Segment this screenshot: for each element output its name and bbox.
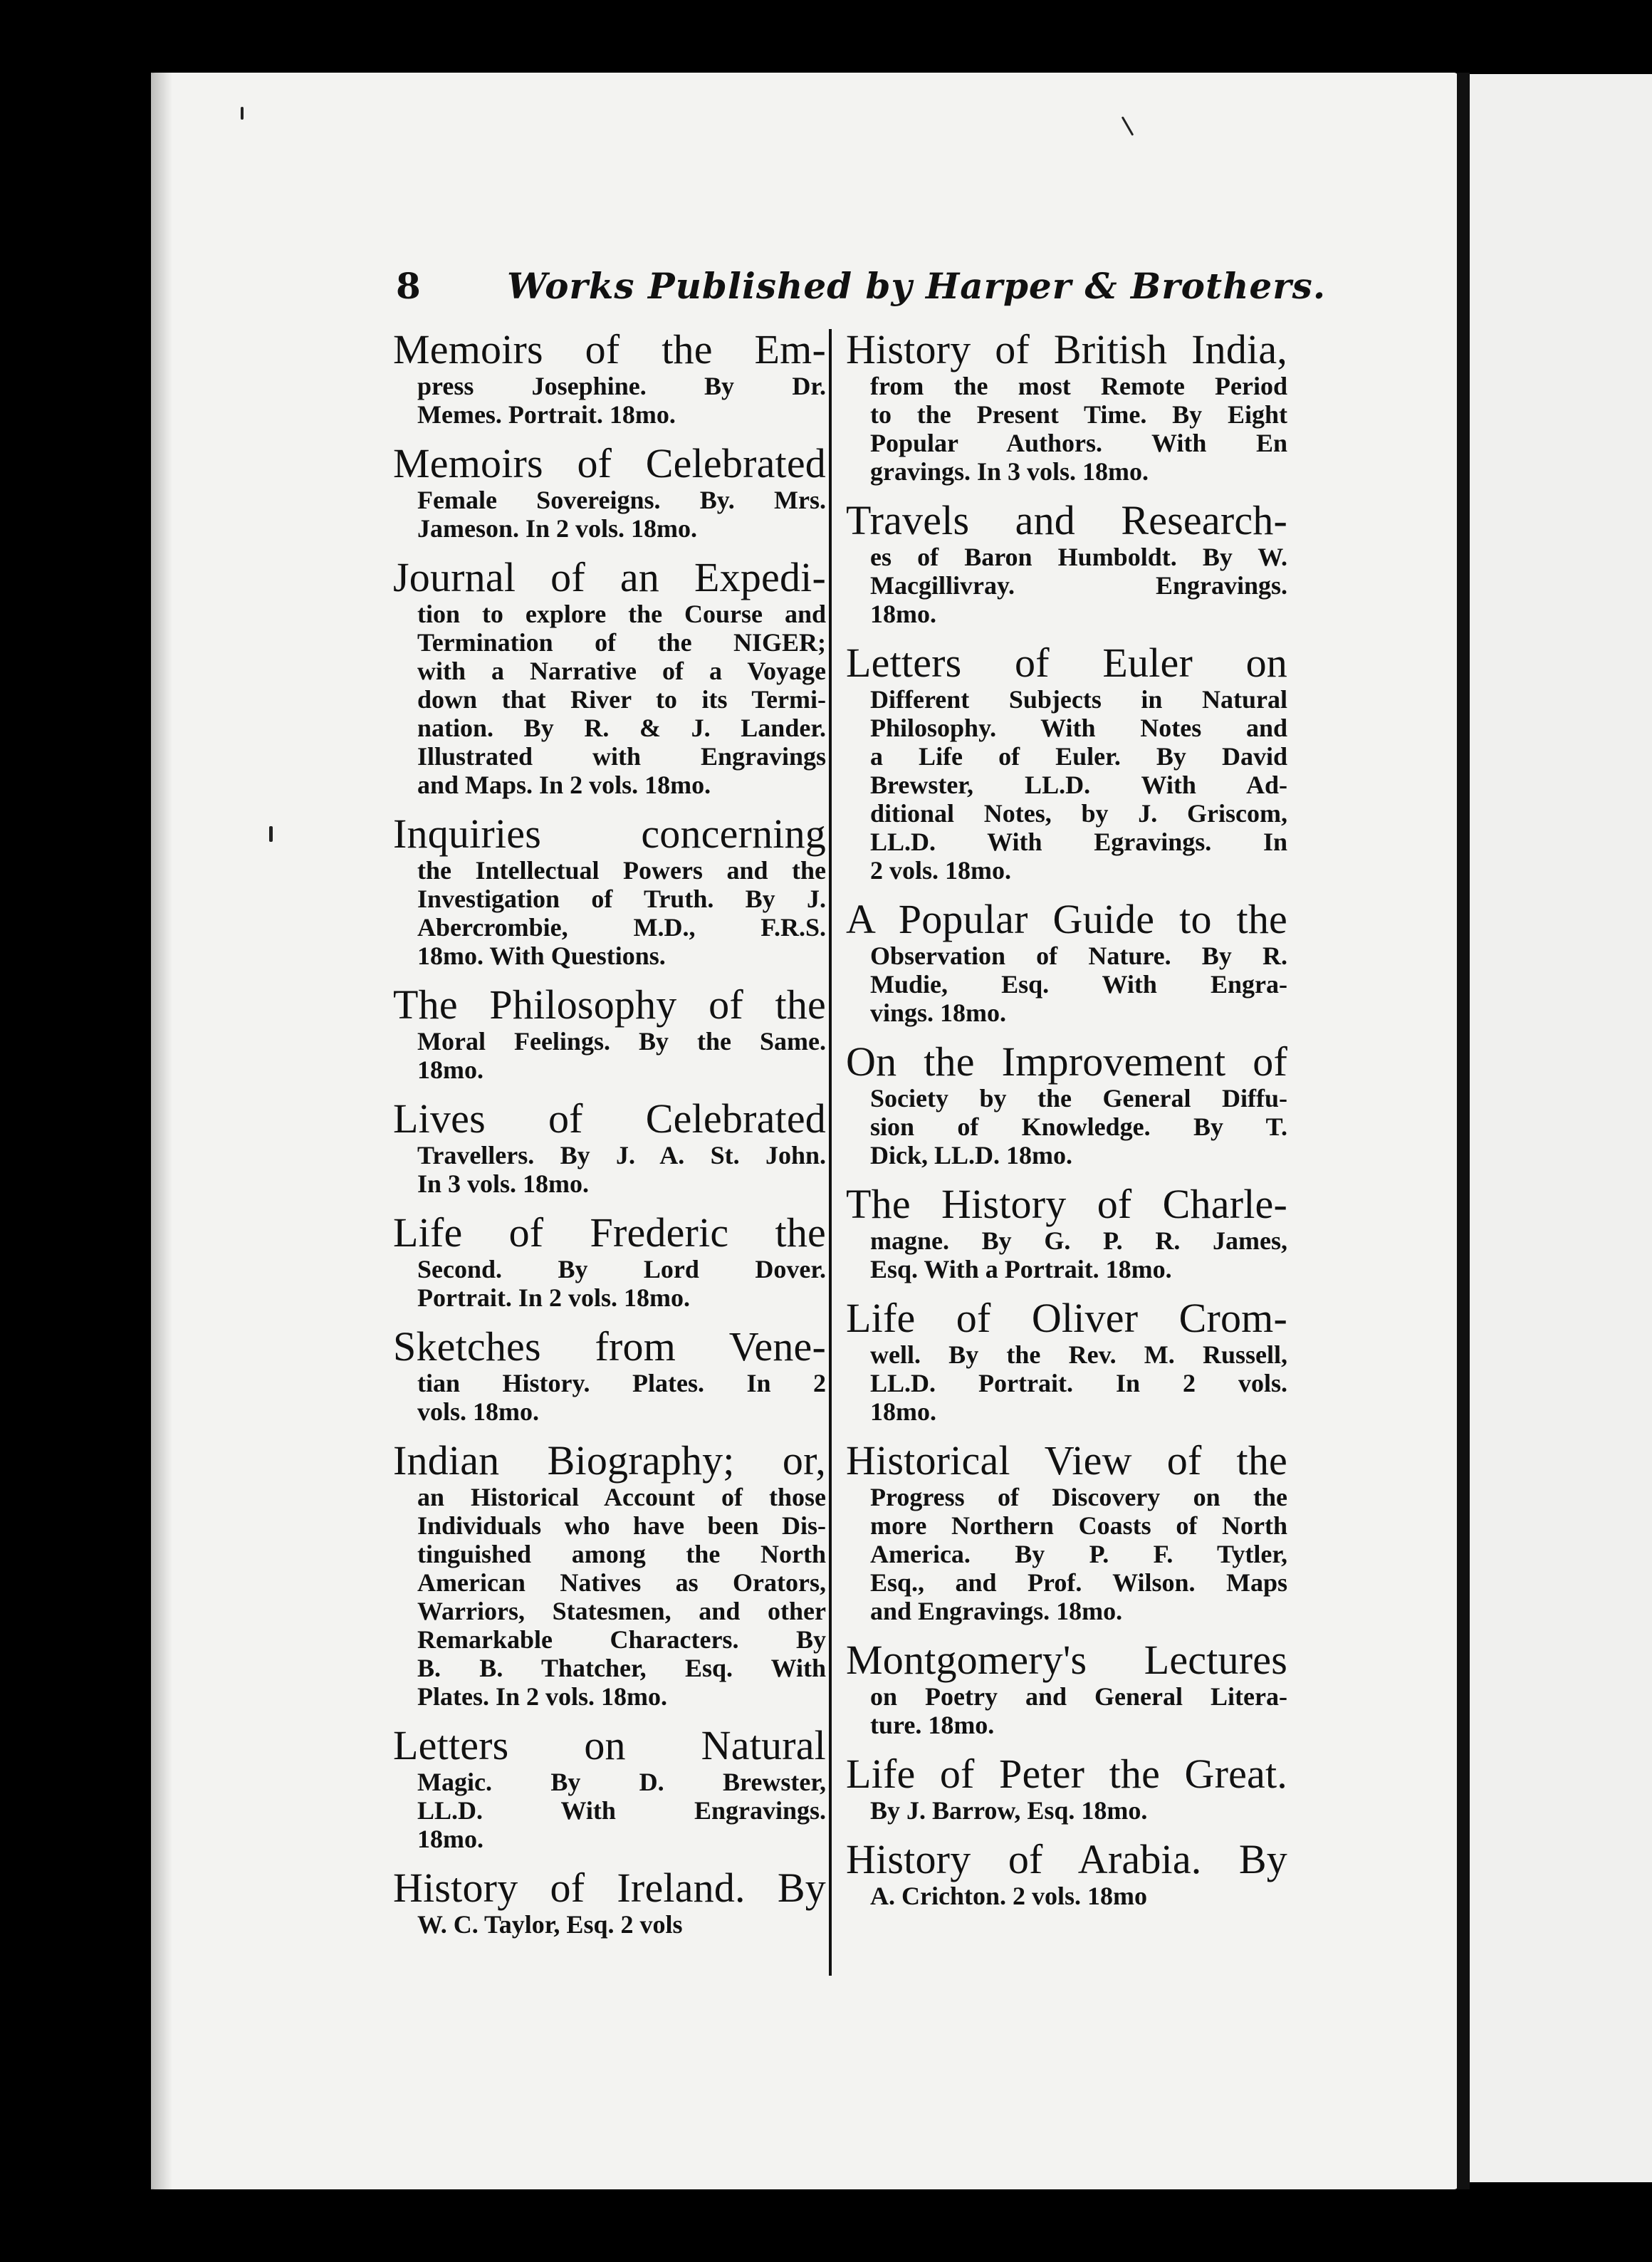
book-entry <box>846 499 1287 628</box>
book-description <box>846 543 1287 628</box>
book-entry <box>393 1097 826 1198</box>
description-line: tion to explore the Course and <box>417 600 826 628</box>
book-entry <box>393 442 826 543</box>
description-line: an Historical Account of those <box>417 1483 826 1511</box>
book-entry <box>393 556 826 799</box>
book-title: History of Ireland. By <box>393 1865 826 1911</box>
description-line: Moral Feelings. By the Same. <box>417 1027 826 1056</box>
book-title: Memoirs of Celebrated <box>393 440 826 486</box>
book-title: Life of Peter the Great. <box>846 1751 1287 1797</box>
description-line: Individuals who have been Dis- <box>417 1511 826 1540</box>
description-line: the Intellectual Powers and the <box>417 856 826 885</box>
scan-speck <box>269 826 273 842</box>
book-description <box>393 1141 826 1198</box>
book-entry <box>846 1296 1287 1426</box>
book-description <box>846 1483 1287 1625</box>
description-line: 18mo. <box>870 1397 936 1426</box>
book-title: Letters of Euler on <box>846 640 1287 686</box>
book-description <box>846 1882 1287 1910</box>
description-line: vols. 18mo. <box>417 1397 539 1426</box>
book-title: Life of Oliver Crom- <box>846 1295 1287 1341</box>
page-number: 8 <box>396 265 421 307</box>
book-title: The Philosophy of the <box>393 981 826 1028</box>
book-title: Inquiries concerning <box>393 811 826 857</box>
description-line: Popular Authors. With En <box>870 429 1287 457</box>
description-line: and Engravings. 18mo. <box>870 1597 1123 1625</box>
description-line: Portrait. In 2 vols. 18mo. <box>417 1283 690 1312</box>
book-title: History of British India, <box>846 328 1287 372</box>
book-entry <box>393 812 826 970</box>
column-divider <box>829 329 832 1976</box>
book-description <box>846 685 1287 885</box>
description-line: and Maps. In 2 vols. 18mo. <box>417 771 711 799</box>
book-entry <box>846 1040 1287 1169</box>
book-description <box>393 1255 826 1312</box>
description-line: Macgillivray. Engravings. <box>870 571 1287 600</box>
scan-speck <box>241 107 244 120</box>
description-line: Warriors, Statesmen, and other <box>417 1597 826 1625</box>
description-line: sion of Knowledge. By T. <box>870 1112 1287 1141</box>
description-line: Investigation of Truth. By J. <box>417 885 826 913</box>
description-line: Esq. With a Portrait. 18mo. <box>870 1255 1172 1283</box>
description-line: es of Baron Humboldt. By W. <box>870 543 1287 571</box>
description-line: W. C. Taylor, Esq. 2 vols <box>417 1910 683 1939</box>
book-description <box>846 1226 1287 1283</box>
description-line: Second. By Lord Dover. <box>417 1255 826 1283</box>
description-line: with a Narrative of a Voyage <box>417 657 826 685</box>
book-description <box>393 600 826 799</box>
book-title: Letters on Natural <box>393 1722 826 1768</box>
book-title: History of Arabia. By <box>846 1836 1287 1882</box>
description-line: LL.D. With Egravings. In <box>870 828 1287 856</box>
book-title: Historical View of the <box>846 1437 1287 1484</box>
description-line: down that River to its Termi- <box>417 685 826 714</box>
description-line: ditional Notes, by J. Griscom, <box>870 799 1287 828</box>
description-line: ture. 18mo. <box>870 1711 995 1739</box>
description-line: Observation of Nature. By R. <box>870 942 1287 970</box>
description-line: 18mo. <box>417 1825 483 1853</box>
facing-page-edge <box>1470 74 1652 2182</box>
description-line: 2 vols. 18mo. <box>870 856 1011 885</box>
description-line: on Poetry and General Litera- <box>870 1682 1287 1711</box>
description-line: America. By P. F. Tytler, <box>870 1540 1287 1568</box>
description-line: tinguished among the North <box>417 1540 826 1568</box>
book-title: Indian Biography; or, <box>393 1437 826 1484</box>
book-title: Memoirs of the Em- <box>393 328 826 372</box>
description-line: Different Subjects in Natural <box>870 685 1287 714</box>
description-line: Brewster, LL.D. With Ad- <box>870 771 1287 799</box>
description-line: LL.D. With Engravings. <box>417 1796 826 1825</box>
running-title: Works Published by Harper & Brothers. <box>507 265 1327 307</box>
book-description <box>393 372 826 429</box>
description-line: magne. By G. P. R. James, <box>870 1226 1287 1255</box>
description-line: well. By the Rev. M. Russell, <box>870 1340 1287 1369</box>
description-line: Dick, LL.D. 18mo. <box>870 1141 1073 1169</box>
book-entry <box>846 1838 1287 1910</box>
description-line: 18mo. With Questions. <box>417 942 666 970</box>
book-entry <box>393 983 826 1084</box>
book-description <box>846 942 1287 1027</box>
book-description <box>393 1027 826 1084</box>
description-line: Magic. By D. Brewster, <box>417 1768 826 1796</box>
description-line: A. Crichton. 2 vols. 18mo <box>870 1882 1147 1910</box>
book-title: Life of Frederic the <box>393 1209 826 1256</box>
description-line: Travellers. By J. A. St. John. <box>417 1141 826 1169</box>
description-line: vings. 18mo. <box>870 999 1007 1027</box>
book-entry <box>846 1182 1287 1283</box>
description-line: LL.D. Portrait. In 2 vols. <box>870 1369 1287 1397</box>
book-gutter <box>1457 73 1470 2189</box>
description-line: Mudie, Esq. With Engra- <box>870 970 1287 999</box>
description-line: 18mo. <box>417 1056 483 1084</box>
description-line: Memes. Portrait. 18mo. <box>417 400 676 429</box>
book-title: A Popular Guide to the <box>846 896 1287 942</box>
description-line: Female Sovereigns. By. Mrs. <box>417 486 826 514</box>
page-edge-shadow <box>151 73 172 2189</box>
description-line: In 3 vols. 18mo. <box>417 1169 590 1198</box>
book-description <box>846 1796 1287 1825</box>
book-description <box>846 1340 1287 1426</box>
description-line: Esq., and Prof. Wilson. Maps <box>870 1568 1287 1597</box>
right-column <box>846 328 1287 1980</box>
book-description <box>393 1369 826 1426</box>
book-description <box>393 1483 826 1711</box>
description-line: press Josephine. By Dr. <box>417 372 826 400</box>
book-entry <box>846 1439 1287 1625</box>
book-entry <box>393 1325 826 1426</box>
book-entry <box>846 641 1287 885</box>
description-line: a Life of Euler. By David <box>870 742 1287 771</box>
book-entry <box>393 1866 826 1939</box>
book-description <box>393 856 826 970</box>
book-description <box>393 486 826 543</box>
description-line: tian History. Plates. In 2 <box>417 1369 826 1397</box>
book-description <box>846 1682 1287 1739</box>
description-line: nation. By R. & J. Lander. <box>417 714 826 742</box>
book-entry <box>846 1638 1287 1739</box>
book-title: On the Improvement of <box>846 1038 1287 1085</box>
left-column <box>393 328 826 1980</box>
book-entry <box>846 1752 1287 1825</box>
book-title: Travels and Research- <box>846 497 1287 543</box>
book-entry <box>846 897 1287 1027</box>
book-description <box>846 372 1287 486</box>
description-line: 18mo. <box>870 600 936 628</box>
description-line: Abercrombie, M.D., F.R.S. <box>417 913 826 942</box>
book-title: Journal of an Expedi- <box>393 554 826 600</box>
description-line: Society by the General Diffu- <box>870 1084 1287 1112</box>
book-description <box>393 1910 826 1939</box>
book-title: Sketches from Vene- <box>393 1323 826 1370</box>
description-line: Philosophy. With Notes and <box>870 714 1287 742</box>
description-line: By J. Barrow, Esq. 18mo. <box>870 1796 1148 1825</box>
description-line: Progress of Discovery on the <box>870 1483 1287 1511</box>
description-line: Illustrated with Engravings <box>417 742 826 771</box>
description-line: Plates. In 2 vols. 18mo. <box>417 1682 667 1711</box>
book-description <box>393 1768 826 1853</box>
book-entry <box>393 1211 826 1312</box>
description-line: Termination of the NIGER; <box>417 628 826 657</box>
book-entry <box>393 1724 826 1853</box>
description-line: American Natives as Orators, <box>417 1568 826 1597</box>
description-line: Remarkable Characters. By <box>417 1625 826 1654</box>
book-entry <box>393 1439 826 1711</box>
description-line: gravings. In 3 vols. 18mo. <box>870 457 1149 486</box>
book-title: The History of Charle- <box>846 1181 1287 1227</box>
description-line: to the Present Time. By Eight <box>870 400 1287 429</box>
book-title: Montgomery's Lectures <box>846 1637 1287 1683</box>
book-title: Lives of Celebrated <box>393 1095 826 1142</box>
book-description <box>846 1084 1287 1169</box>
description-line: B. B. Thatcher, Esq. With <box>417 1654 826 1682</box>
description-line: from the most Remote Period <box>870 372 1287 400</box>
description-line: Jameson. In 2 vols. 18mo. <box>417 514 698 543</box>
book-entry <box>393 328 826 429</box>
book-entry <box>846 328 1287 486</box>
description-line: more Northern Coasts of North <box>870 1511 1287 1540</box>
